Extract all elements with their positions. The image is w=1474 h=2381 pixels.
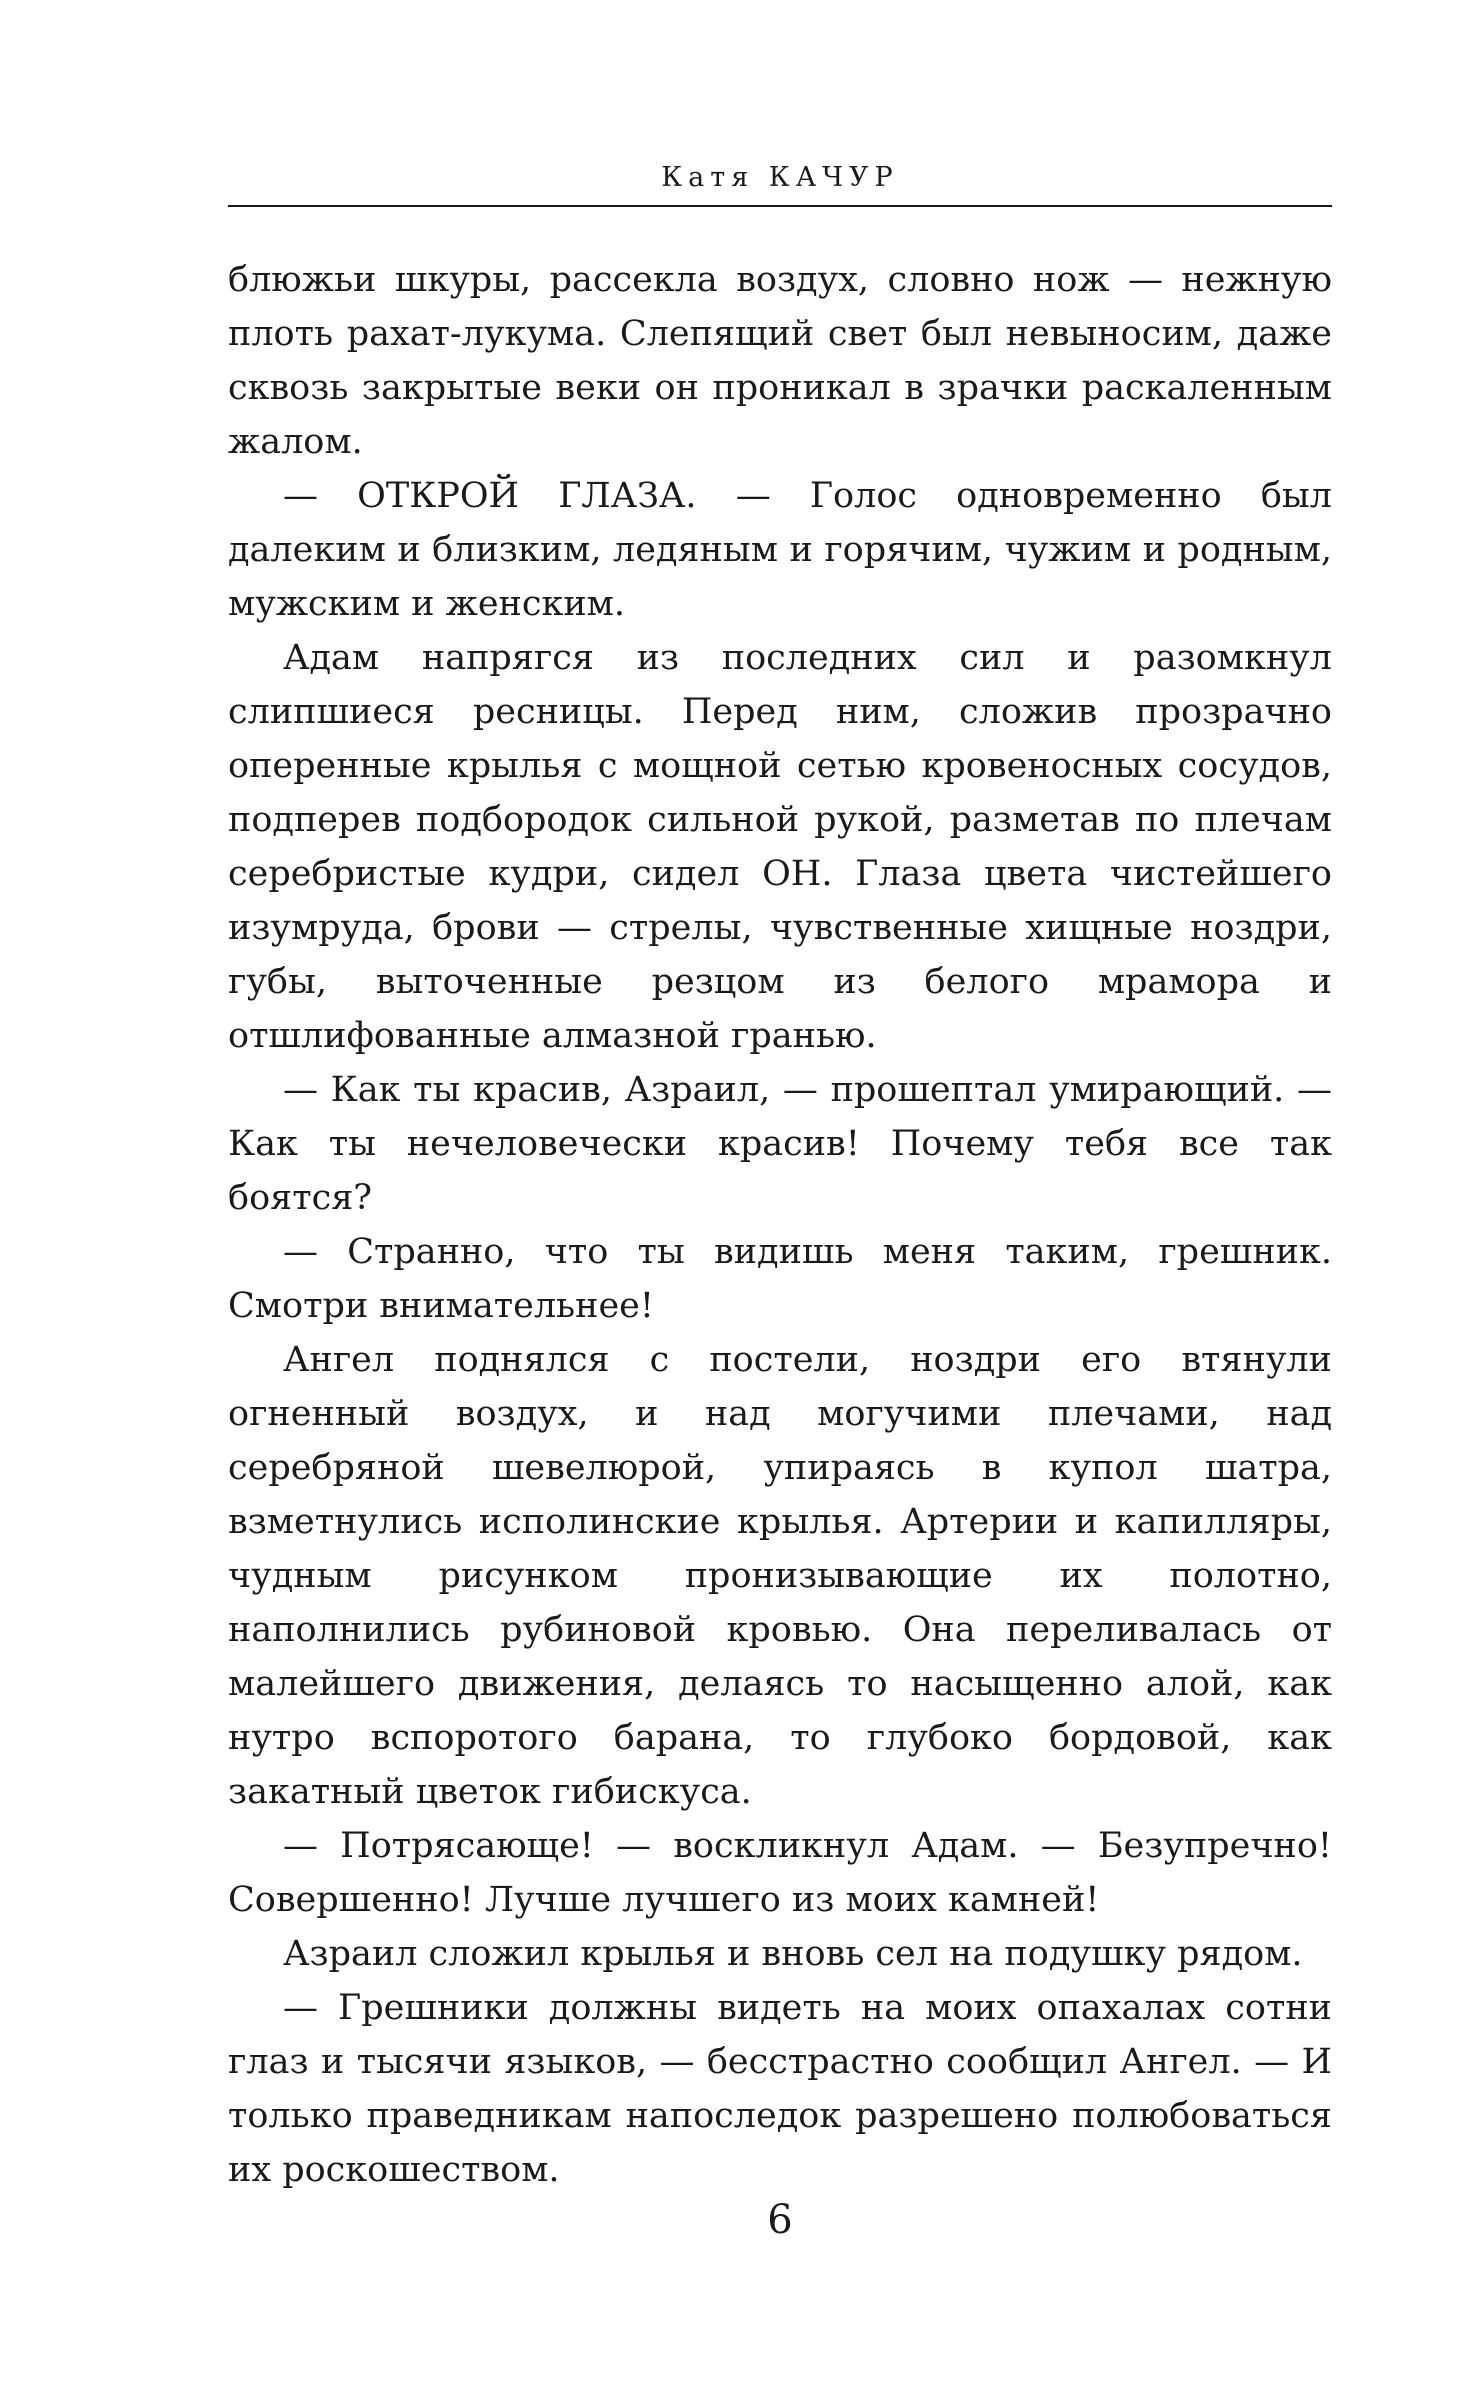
paragraph-8: Азраил сложил крылья и вновь сел на подушку рядом. — [283, 1934, 1303, 1974]
paragraph-4: — Как ты красив, Азраил, — прошептал умирающий. — Как ты нечеловечески красив! Почему тебя все так боятся? — [228, 1070, 1332, 1218]
paragraph-6: Ангел поднялся с постели, ноздри его втянули огненный воздух, и над могучими плечами, над серебряной шевелюрой, упираясь в купол шатра, взметнулись исполинские крылья. Артерии и капилляры, чудным рисунком пронизывающие их полотно, наполнились рубиновой кровью. Она переливалась от малейшего движения, делаясь то насыщенно алой, как нутро вспоротого барана, то глубоко бордовой, как закатный цветок гибискуса. — [228, 1340, 1332, 1812]
paragraph-2: — ОТКРОЙ ГЛАЗА. — Голос одновременно был далеким и близким, ледяным и горячим, чужим и родным, мужским и женским. — [228, 476, 1332, 624]
running-head-author: Катя КАЧУР — [661, 162, 899, 193]
paragraph-3: Адам напрягся из последних сил и разомкнул слипшиеся ресницы. Перед ним, сложив прозрачно оперенные крылья с мощной сетью кровеносных сосудов, подперев подбородок сильной рукой, разметав по плечам серебристые кудри, сидел ОН. Глаза цвета чистейшего изумруда, брови — стрелы, чувственные хищные ноздри, губы, выточенные резцом из белого мрамора и отшлифованные алмазной гранью. — [228, 638, 1332, 1056]
paragraph-5: — Странно, что ты видишь меня таким, грешник. Смотри внимательнее! — [228, 1232, 1332, 1326]
page-number: 6 — [767, 2197, 793, 2243]
paragraph-1: блюжьи шкуры, рассекла воздух, словно нож — нежную плоть рахат-лукума. Слепящий свет был невыносим, даже сквозь закрытые веки он проникал в зрачки раскаленным жалом. — [228, 260, 1332, 462]
paragraph-7: — Потрясающе! — воскликнул Адам. — Безупречно! Совершенно! Лучше лучшего из моих камней! — [228, 1826, 1332, 1920]
body-text — [228, 253, 1332, 2197]
paragraph-9: — Грешники должны видеть на моих опахалах сотни глаз и тысячи языков, — бесстрастно сообщил Ангел. — И только праведникам напоследок разрешено полюбоваться их роскошеством. — [228, 1988, 1332, 2190]
header-rule — [228, 205, 1332, 207]
